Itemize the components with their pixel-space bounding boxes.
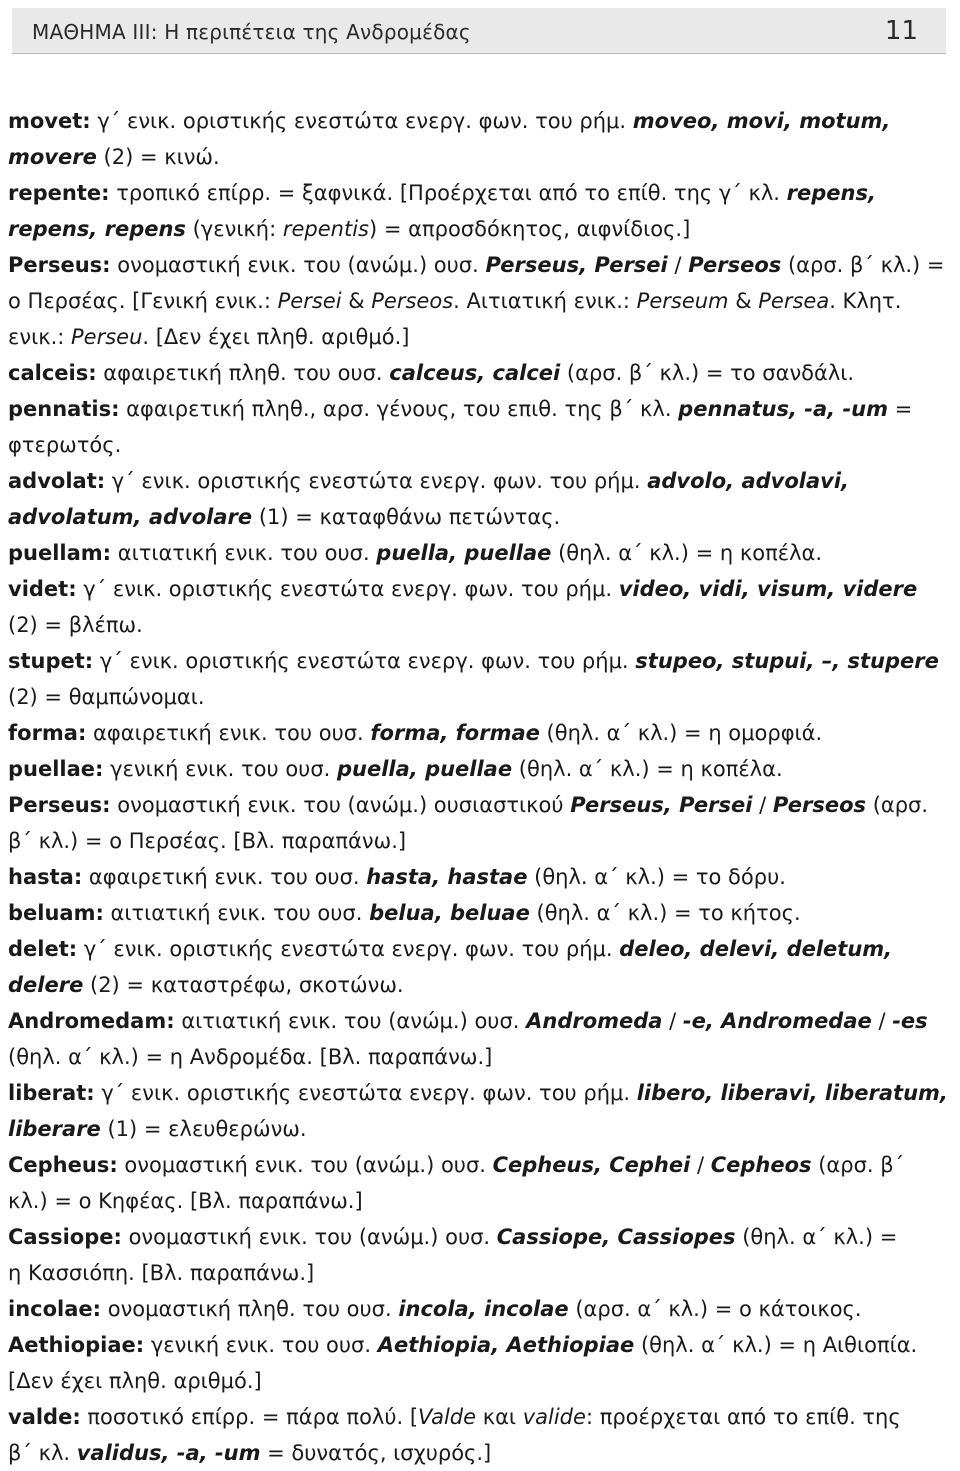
entry-text: ονομαστική ενικ. του (ανώμ.) ουσ. <box>110 253 486 277</box>
glossary-entry-continuation <box>8 1183 948 1219</box>
glossary-entry-continuation <box>8 1255 948 1291</box>
entry-text: (θηλ. α΄ κλ.) = η ομορφιά. <box>539 721 823 745</box>
latin-form: repens, <box>786 181 876 205</box>
latin-form: Andromeda <box>526 1009 663 1033</box>
entry-headword: beluam: <box>8 901 104 925</box>
latin-form: hasta, hastae <box>366 865 528 889</box>
latin-form: video, vidi, visum, videre <box>618 577 918 601</box>
entry-text: ονομαστική ενικ. του (ανώμ.) ουσιαστικού <box>110 793 571 817</box>
glossary-entry-continuation <box>8 607 948 643</box>
glossary-entry-continuation <box>8 283 948 319</box>
entry-headword: valde: <box>8 1405 81 1429</box>
entry-text: / <box>667 253 689 277</box>
entry-text: αιτιατική ενικ. του ουσ. <box>111 541 377 565</box>
entry-text: ονομαστική ενικ. του (ανώμ.) ουσ. <box>117 1153 493 1177</box>
entry-text: (1) = καταφθάνω πετώντας. <box>252 505 561 529</box>
entry-headword: hasta: <box>8 865 83 889</box>
entry-headword: Andromedam: <box>8 1009 175 1033</box>
entry-text: γενική ενικ. του ουσ. <box>144 1333 378 1357</box>
entry-text: : προέρχεται από το επίθ. της <box>585 1405 901 1429</box>
entry-headword: advolat: <box>8 469 106 493</box>
entry-text: ονομαστική πληθ. του ουσ. <box>101 1297 399 1321</box>
glossary-entry-continuation <box>8 1111 948 1147</box>
latin-form: stupeo, stupui, –, stupere <box>635 649 939 673</box>
latin-form: liberare <box>8 1117 101 1141</box>
latin-form: Perseus, Persei <box>570 793 753 817</box>
glossary-entry-line <box>8 931 948 967</box>
latin-form: Perseum <box>636 289 729 313</box>
entry-text: (1) = ελευθερώνω. <box>100 1117 307 1141</box>
glossary <box>8 103 948 1471</box>
page-header <box>12 8 946 54</box>
entry-headword: Cepheus: <box>8 1153 118 1177</box>
entry-text: (2) = βλέπω. <box>8 613 143 637</box>
latin-form: Cepheos <box>710 1153 812 1177</box>
entry-text: (θηλ. α΄ κλ.) = η κοπέλα. <box>512 757 783 781</box>
entry-text: (θηλ. α΄ κλ.) = <box>735 1225 898 1249</box>
latin-form: puella, puellae <box>376 541 552 565</box>
entry-text: γ΄ ενικ. οριστικής ενεστώτα ενεργ. φων. του ρήμ. <box>77 937 620 961</box>
latin-form: Cassiope, Cassiopes <box>496 1225 736 1249</box>
glossary-entry-continuation <box>8 823 948 859</box>
glossary-entry-line <box>8 787 948 823</box>
glossary-entry-continuation <box>8 967 948 1003</box>
glossary-entry-line <box>8 1291 948 1327</box>
latin-form: incola, incolae <box>398 1297 569 1321</box>
entry-text: (θηλ. α΄ κλ.) = η Ανδρομέδα. [Βλ. παραπάνω.] <box>8 1045 493 1069</box>
latin-form: moveo, movi, motum, <box>632 109 891 133</box>
entry-text: . Αιτιατική ενικ.: <box>453 289 637 313</box>
glossary-entry-continuation <box>8 679 948 715</box>
latin-form: puella, puellae <box>336 757 513 781</box>
latin-form: forma, formae <box>370 721 540 745</box>
entry-text: (2) = κινώ. <box>96 145 220 169</box>
latin-form: libero, liberavi, liberatum, <box>636 1081 948 1105</box>
entry-text: (2) = θαμπώνομαι. <box>8 685 205 709</box>
entry-text: γ΄ ενικ. οριστικής ενεστώτα ενεργ. φων. του ρήμ. <box>94 1081 637 1105</box>
entry-text: (αρσ. β΄ <box>811 1153 905 1177</box>
entry-headword: Aethiopiae: <box>8 1333 145 1357</box>
entry-text: ) = απροσδόκητος, αιφνίδιος.] <box>368 217 691 241</box>
entry-text: ο Περσέας. [Γενική ενικ.: <box>8 289 278 313</box>
glossary-entry-line <box>8 175 948 211</box>
latin-form: Persei <box>277 289 342 313</box>
latin-form: calceus, calcei <box>389 361 561 385</box>
latin-form: belua, beluae <box>369 901 530 925</box>
entry-headword: calceis: <box>8 361 97 385</box>
entry-text: (θηλ. α΄ κλ.) = η κοπέλα. <box>551 541 823 565</box>
entry-text: (2) = καταστρέφω, σκοτώνω. <box>83 973 404 997</box>
glossary-entry-continuation <box>8 139 948 175</box>
latin-form: Aethiopia, Aethiopiae <box>377 1333 635 1357</box>
entry-text: [Δεν έχει πληθ. αριθμό.] <box>8 1369 262 1393</box>
glossary-entry-continuation <box>8 1039 948 1075</box>
glossary-entry-continuation <box>8 1435 948 1471</box>
entry-headword: Cassiope: <box>8 1225 122 1249</box>
entry-text: (αρσ. β΄ κλ.) = <box>781 253 945 277</box>
entry-headword: movet: <box>8 109 91 133</box>
latin-form: Perseos <box>371 289 454 313</box>
entry-text: & <box>728 289 759 313</box>
glossary-entry-continuation <box>8 211 948 247</box>
entry-text: τροπικό επίρρ. = ξαφνικά. [Προέρχεται από το επίθ. της γ΄ κλ. <box>109 181 787 205</box>
entry-headword: Perseus: <box>8 793 111 817</box>
entry-text: γενική ενικ. του ουσ. <box>103 757 337 781</box>
entry-text: (θηλ. α΄ κλ.) = το δόρυ. <box>527 865 786 889</box>
entry-text: γ΄ ενικ. οριστικής ενεστώτα ενεργ. φων. του ρήμ. <box>76 577 619 601</box>
latin-form: valide <box>522 1405 586 1429</box>
latin-form: Cepheus, Cephei <box>492 1153 691 1177</box>
latin-form: Perseus, Persei <box>485 253 668 277</box>
entry-text: φτερωτός. <box>8 433 122 457</box>
glossary-entry-line <box>8 1327 948 1363</box>
entry-headword: incolae: <box>8 1297 102 1321</box>
entry-headword: puellam: <box>8 541 112 565</box>
glossary-entry-line <box>8 571 948 607</box>
latin-form: pennatus, -a, -um <box>678 397 889 421</box>
entry-text: = <box>888 397 913 421</box>
entry-text: ενικ.: <box>8 325 71 349</box>
latin-form: advolatum, advolare <box>8 505 253 529</box>
glossary-entry-continuation <box>8 319 948 355</box>
glossary-entry-line <box>8 355 948 391</box>
latin-form: advolo, advolavi, <box>647 469 850 493</box>
latin-form: delere <box>8 973 84 997</box>
glossary-entry-line <box>8 859 948 895</box>
entry-text: ονομαστική ενικ. του (ανώμ.) ουσ. <box>121 1225 497 1249</box>
entry-text: . [Δεν έχει πληθ. αριθμό.] <box>142 325 410 349</box>
latin-form: repens, repens <box>8 217 186 241</box>
entry-headword: videt: <box>8 577 77 601</box>
latin-form: Perseos <box>772 793 867 817</box>
entry-text: (αρσ. β΄ κλ.) = το σανδάλι. <box>560 361 855 385</box>
glossary-entry-continuation <box>8 1363 948 1399</box>
entry-text: αφαιρετική ενικ. του ουσ. <box>82 865 367 889</box>
glossary-entry-line <box>8 1075 948 1111</box>
entry-text: / <box>871 1009 893 1033</box>
latin-form: -es <box>892 1009 928 1033</box>
entry-text: (θηλ. α΄ κλ.) = η Αιθιοπία. <box>634 1333 918 1357</box>
entry-headword: pennatis: <box>8 397 120 421</box>
glossary-entry-line <box>8 463 948 499</box>
entry-text: . Κλητ. <box>829 289 902 313</box>
entry-text: (αρσ. <box>866 793 929 817</box>
latin-form: Valde <box>418 1405 477 1429</box>
glossary-entry-line <box>8 715 948 751</box>
glossary-entry-line <box>8 1219 948 1255</box>
glossary-entry-line <box>8 535 948 571</box>
entry-headword: Perseus: <box>8 253 111 277</box>
latin-form: Perseu <box>71 325 143 349</box>
entry-text: (αρσ. α΄ κλ.) = ο κάτοικος. <box>568 1297 862 1321</box>
entry-text: γ΄ ενικ. οριστικής ενεστώτα ενεργ. φων. του ρήμ. <box>90 109 633 133</box>
glossary-entry-line <box>8 391 948 427</box>
entry-text: αιτιατική ενικ. του ουσ. <box>103 901 370 925</box>
entry-headword: stupet: <box>8 649 94 673</box>
glossary-entry-line <box>8 1003 948 1039</box>
glossary-entry-line <box>8 643 948 679</box>
entry-text: β΄ κλ. <box>8 1441 77 1465</box>
entry-text: αφαιρετική πληθ. του ουσ. <box>96 361 390 385</box>
chapter-title: ΜΑΘΗΜΑ ΙΙΙ: Η περιπέτεια της Ανδρομέδας <box>32 20 471 44</box>
latin-form: Persea <box>758 289 830 313</box>
latin-form: -e, Andromedae <box>682 1009 872 1033</box>
entry-text: β΄ κλ.) = ο Περσέας. [Βλ. παραπάνω.] <box>8 829 407 853</box>
entry-headword: liberat: <box>8 1081 95 1105</box>
entry-text: / <box>752 793 773 817</box>
entry-headword: puellae: <box>8 757 104 781</box>
entry-text: (γενική: <box>185 217 283 241</box>
glossary-entry-continuation <box>8 427 948 463</box>
glossary-entry-line <box>8 1147 948 1183</box>
entry-headword: delet: <box>8 937 78 961</box>
entry-text: ποσοτικό επίρρ. = πάρα πολύ. [ <box>80 1405 419 1429</box>
glossary-entry-line <box>8 103 948 139</box>
entry-text: & <box>341 289 372 313</box>
glossary-entry-continuation <box>8 499 948 535</box>
latin-form: Perseos <box>688 253 782 277</box>
entry-text: γ΄ ενικ. οριστικής ενεστώτα ενεργ. φων. του ρήμ. <box>105 469 648 493</box>
entry-text: κλ.) = ο Κηφέας. [Βλ. παραπάνω.] <box>8 1189 363 1213</box>
entry-text: (θηλ. α΄ κλ.) = το κήτος. <box>529 901 801 925</box>
entry-text: γ΄ ενικ. οριστικής ενεστώτα ενεργ. φων. του ρήμ. <box>93 649 636 673</box>
entry-headword: repente: <box>8 181 110 205</box>
entry-text: αφαιρετική ενικ. του ουσ. <box>86 721 371 745</box>
latin-form: validus, -a, -um <box>76 1441 261 1465</box>
glossary-entry-line <box>8 1399 948 1435</box>
entry-text: / <box>690 1153 711 1177</box>
page-number: 11 <box>884 16 918 46</box>
entry-text: και <box>476 1405 523 1429</box>
entry-text: αφαιρετική πληθ., αρσ. γένους, του επιθ. της β΄ κλ. <box>119 397 679 421</box>
glossary-entry-line <box>8 895 948 931</box>
latin-form: movere <box>8 145 97 169</box>
entry-headword: forma: <box>8 721 87 745</box>
glossary-entry-line <box>8 751 948 787</box>
glossary-entry-line <box>8 247 948 283</box>
entry-text: αιτιατική ενικ. του (ανώμ.) ουσ. <box>174 1009 527 1033</box>
entry-text: η Κασσιόπη. [Βλ. παραπάνω.] <box>8 1261 315 1285</box>
latin-form: repentis <box>282 217 369 241</box>
latin-form: deleo, delevi, deletum, <box>619 937 893 961</box>
entry-text: = δυνατός, ισχυρός.] <box>260 1441 492 1465</box>
entry-text: / <box>662 1009 683 1033</box>
